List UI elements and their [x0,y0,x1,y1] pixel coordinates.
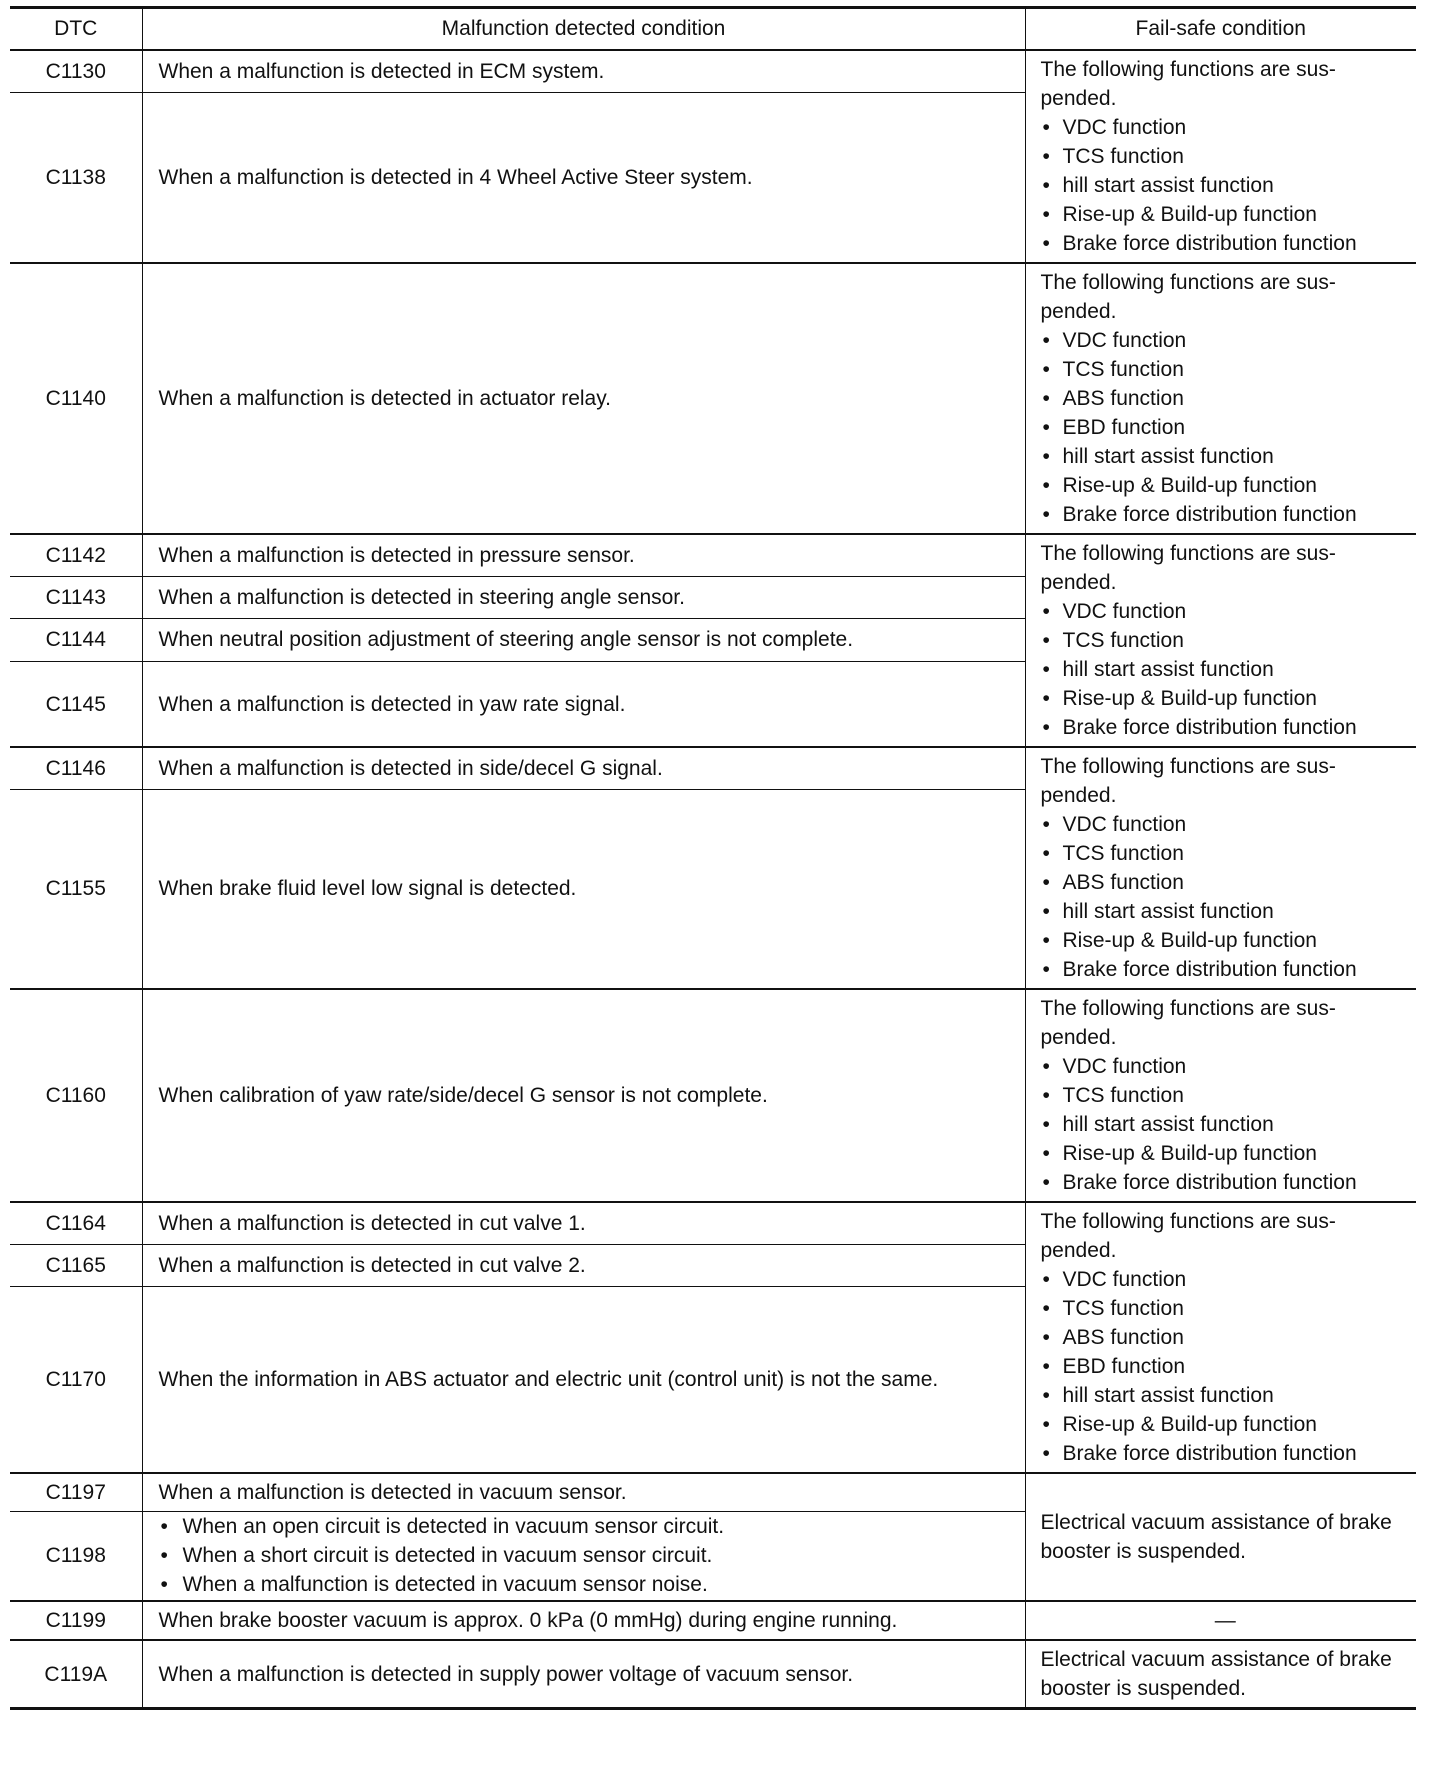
dtc-code: C1145 [10,662,142,747]
dtc-code: C119A [10,1640,142,1709]
suspended-function-list [1041,326,1411,529]
list-item: • ABS function [1041,384,1411,413]
list-item: • Rise-up & Build-up function [1041,471,1411,500]
table-row [10,1640,1416,1709]
failsafe-vacuum-text: Electrical vacuum assistance of brake booster is suspended. [1040,1511,1392,1563]
condition-text: When a malfunction is detected in side/decel G signal. [142,747,1025,789]
list-item: • TCS function [1041,1081,1411,1110]
list-item: • Rise-up & Build-up function [1041,200,1411,229]
dtc-code: C1138 [10,92,142,263]
list-item: • Brake force distribution function [1041,500,1411,529]
condition-text: When the information in ABS actuator and electric unit (control unit) is not the same. [142,1286,1025,1473]
dtc-table [10,6,1416,1710]
condition-list [159,1512,1013,1599]
table-row [10,1202,1416,1244]
dtc-code: C1164 [10,1202,142,1244]
list-item: • hill start assist function [1041,897,1411,926]
suspended-function-list [1041,113,1411,258]
dtc-code: C1130 [10,50,142,92]
condition-text: When a malfunction is detected in steering angle sensor. [142,576,1025,618]
list-item: • TCS function [1041,142,1411,171]
table-header-row [10,8,1416,51]
failsafe-intro: The following functions are sus-pended. [1040,542,1336,594]
dtc-code: C1199 [10,1601,142,1640]
list-item: • EBD function [1041,413,1411,442]
list-item: • ABS function [1041,868,1411,897]
list-item: • hill start assist function [1041,1110,1411,1139]
suspended-function-list [1041,1265,1411,1468]
failsafe-cell [1025,747,1416,989]
list-item: • Brake force distribution function [1041,1168,1411,1197]
condition-text: When a malfunction is detected in vacuum sensor. [142,1473,1025,1511]
table-row [10,747,1416,789]
condition-text: When a malfunction is detected in actuator relay. [142,263,1025,534]
condition-text: When a malfunction is detected in 4 Wheel Active Steer system. [142,92,1025,263]
list-item: • hill start assist function [1041,442,1411,471]
condition-text: When a malfunction is detected in supply power voltage of vacuum sensor. [142,1640,1025,1709]
failsafe-intro: The following functions are sus-pended. [1040,58,1336,110]
list-item: • VDC function [1041,326,1411,355]
dtc-code: C1142 [10,534,142,576]
dtc-code: C1155 [10,789,142,989]
list-item: • TCS function [1041,1294,1411,1323]
failsafe-cell [1025,534,1416,747]
failsafe-intro: The following functions are sus-pended. [1040,997,1336,1049]
condition-text: When a malfunction is detected in pressure sensor. [142,534,1025,576]
list-item: • VDC function [1041,597,1411,626]
table-row [10,989,1416,1202]
list-item: • When a short circuit is detected in vacuum sensor circuit. [159,1541,1013,1570]
header-failsafe-condition: Fail-safe condition [1025,8,1416,51]
condition-text: When calibration of yaw rate/side/decel G sensor is not complete. [142,989,1025,1202]
failsafe-intro: The following functions are sus-pended. [1040,271,1336,323]
table-row [10,534,1416,576]
list-item: • ABS function [1041,1323,1411,1352]
list-item: • Brake force distribution function [1041,1439,1411,1468]
condition-text: When a malfunction is detected in ECM system. [142,50,1025,92]
failsafe-dash: — [1025,1601,1416,1640]
condition-text: When brake booster vacuum is approx. 0 kPa (0 mmHg) during engine running. [142,1601,1025,1640]
condition-text: When brake fluid level low signal is detected. [142,789,1025,989]
list-item: • TCS function [1041,626,1411,655]
failsafe-intro: The following functions are sus-pended. [1040,1210,1336,1262]
failsafe-vacuum-text: Electrical vacuum assistance of brake booster is suspended. [1040,1648,1392,1700]
list-item: • TCS function [1041,355,1411,384]
failsafe-cell [1025,989,1416,1202]
list-item: • EBD function [1041,1352,1411,1381]
table-row [10,263,1416,534]
list-item: • hill start assist function [1041,1381,1411,1410]
failsafe-cell [1025,1473,1416,1601]
header-malfunction-condition: Malfunction detected condition [142,8,1025,51]
condition-text: When a malfunction is detected in cut valve 1. [142,1202,1025,1244]
condition-text: When neutral position adjustment of steering angle sensor is not complete. [142,618,1025,661]
list-item: • Rise-up & Build-up function [1041,1410,1411,1439]
suspended-function-list [1041,1052,1411,1197]
list-item: • hill start assist function [1041,171,1411,200]
condition-text: When a malfunction is detected in cut valve 2. [142,1244,1025,1286]
dtc-code: C1170 [10,1286,142,1473]
suspended-function-list [1041,810,1411,984]
list-item: • Rise-up & Build-up function [1041,926,1411,955]
list-item: • hill start assist function [1041,655,1411,684]
dtc-code: C1165 [10,1244,142,1286]
list-item: • When a malfunction is detected in vacuum sensor noise. [159,1570,1013,1599]
dtc-code: C1197 [10,1473,142,1511]
condition-list-cell [142,1511,1025,1601]
header-dtc: DTC [10,8,142,51]
failsafe-cell [1025,1202,1416,1473]
dtc-code: C1143 [10,576,142,618]
list-item: • When an open circuit is detected in vacuum sensor circuit. [159,1512,1013,1541]
failsafe-cell [1025,50,1416,263]
table-row [10,1601,1416,1640]
list-item: • Brake force distribution function [1041,229,1411,258]
failsafe-intro: The following functions are sus-pended. [1040,755,1336,807]
list-item: • VDC function [1041,810,1411,839]
dtc-code: C1140 [10,263,142,534]
suspended-function-list [1041,597,1411,742]
condition-text: When a malfunction is detected in yaw rate signal. [142,662,1025,747]
dtc-code: C1144 [10,618,142,661]
dtc-failsafe-document [10,6,1416,1710]
list-item: • Brake force distribution function [1041,713,1411,742]
dtc-code: C1146 [10,747,142,789]
failsafe-cell [1025,263,1416,534]
failsafe-cell [1025,1640,1416,1709]
list-item: • VDC function [1041,113,1411,142]
list-item: • Rise-up & Build-up function [1041,684,1411,713]
list-item: • Rise-up & Build-up function [1041,1139,1411,1168]
dtc-code: C1160 [10,989,142,1202]
list-item: • TCS function [1041,839,1411,868]
list-item: • Brake force distribution function [1041,955,1411,984]
dtc-code: C1198 [10,1511,142,1601]
list-item: • VDC function [1041,1052,1411,1081]
list-item: • VDC function [1041,1265,1411,1294]
table-row [10,1473,1416,1511]
table-row [10,50,1416,92]
